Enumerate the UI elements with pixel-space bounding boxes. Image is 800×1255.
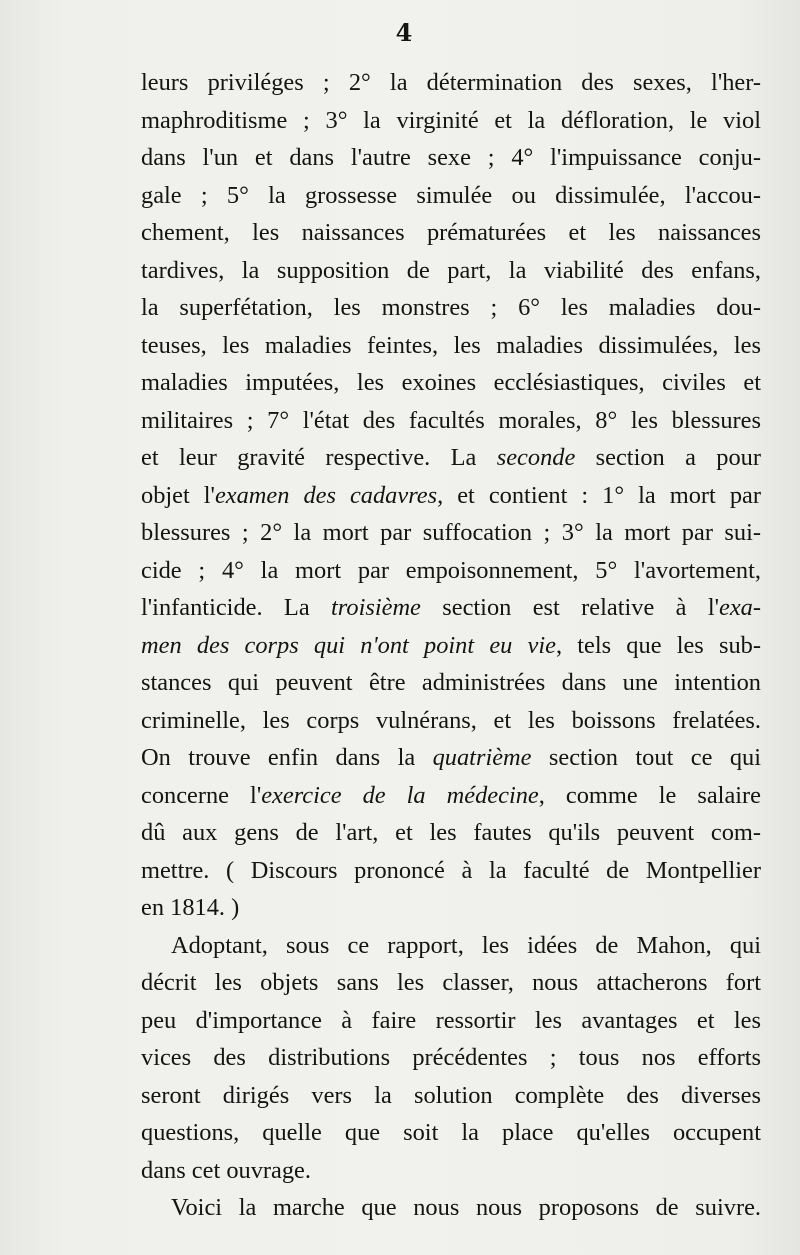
text-run: concerne l'	[141, 781, 262, 809]
text-line	[141, 589, 761, 627]
text-line	[141, 627, 761, 665]
text-line: la superfétation, les monstres ; 6° les maladies dou-	[141, 294, 761, 321]
text-line	[141, 477, 761, 515]
text-line	[141, 777, 761, 815]
italic-term: seconde	[496, 444, 576, 471]
text-run: , et contient : 1° la mort par	[437, 481, 761, 509]
text-line: maladies imputées, les exoines ecclésiastiques, civiles et	[141, 369, 761, 396]
text-line: dans cet ouvrage.	[141, 1156, 311, 1184]
text-line: Adoptant, sous ce rapport, les idées de Mahon, qui	[171, 931, 761, 959]
text-line: cide ; 4° la mort par empoisonnement, 5° l'avortement,	[141, 556, 761, 584]
text-line: teuses, les maladies feintes, les maladies dissimulées, les	[141, 331, 761, 359]
text-line: Voici la marche que nous nous proposons de suivre.	[171, 1194, 761, 1221]
italic-term: exercice de la médecine	[261, 781, 539, 809]
text-line: décrit les objets sans les classer, nous attacherons fort	[141, 969, 761, 996]
text-line	[141, 439, 761, 477]
text-line: criminelle, les corps vulnérans, et les boissons frelatées.	[141, 706, 761, 734]
text-line: seront dirigés vers la solution complète des diverses	[141, 1081, 761, 1109]
text-line: dû aux gens de l'art, et les fautes qu'ils peuvent com-	[141, 819, 761, 846]
text-line: blessures ; 2° la mort par suffocation ; 3° la mort par sui-	[141, 519, 761, 546]
text-line: peu d'importance à faire ressortir les avantages et les	[141, 1006, 761, 1034]
text-line: en 1814. )	[141, 894, 240, 921]
italic-term: examen des cadavres	[214, 481, 438, 509]
text-run: objet l'	[141, 481, 215, 509]
text-line: stances qui peuvent être administrées dans une intention	[141, 669, 761, 696]
text-line: dans l'un et dans l'autre sexe ; 4° l'impuissance conju-	[141, 144, 761, 171]
text-line	[141, 739, 761, 777]
text-line: maphroditisme ; 3° la virginité et la défloration, le viol	[141, 106, 761, 134]
text-run: section a pour	[575, 444, 761, 471]
text-run: , comme le salaire	[538, 781, 762, 809]
text-line: vices des distributions précédentes ; tous nos efforts	[141, 1044, 761, 1071]
paragraph-3	[141, 1189, 761, 1227]
italic-term: troisième	[331, 594, 421, 621]
paragraph-2	[141, 927, 761, 1190]
italic-term: quatrième	[432, 744, 532, 771]
text-run: section tout ce qui	[531, 744, 761, 771]
text-line: militaires ; 7° l'état des facultés morales, 8° les blessures	[141, 406, 761, 434]
text-run: l'infanticide. La	[141, 594, 332, 621]
text-run: et leur gravité respective. La	[141, 444, 497, 471]
body-text	[141, 64, 761, 1227]
page-number: 4	[395, 18, 413, 47]
paragraph-1	[141, 64, 761, 927]
text-line: leurs priviléges ; 2° la détermination des sexes, l'her-	[141, 69, 761, 96]
text-line: mettre. ( Discours prononcé à la faculté de Montpellier	[141, 856, 761, 884]
italic-term: exa-	[719, 594, 761, 621]
text-line: gale ; 5° la grossesse simulée ou dissimulée, l'accou-	[141, 181, 761, 209]
text-line: tardives, la supposition de part, la viabilité des enfans,	[141, 256, 761, 284]
text-run: , tels que les sub-	[555, 631, 761, 659]
italic-term: men des corps qui n'ont point eu vie	[141, 631, 556, 659]
text-run: On trouve enfin dans la	[141, 744, 433, 771]
text-run: section est relative à l'	[420, 594, 720, 621]
text-line: questions, quelle que soit la place qu'elles occupent	[141, 1119, 761, 1146]
text-line: chement, les naissances prématurées et les naissances	[141, 219, 761, 246]
